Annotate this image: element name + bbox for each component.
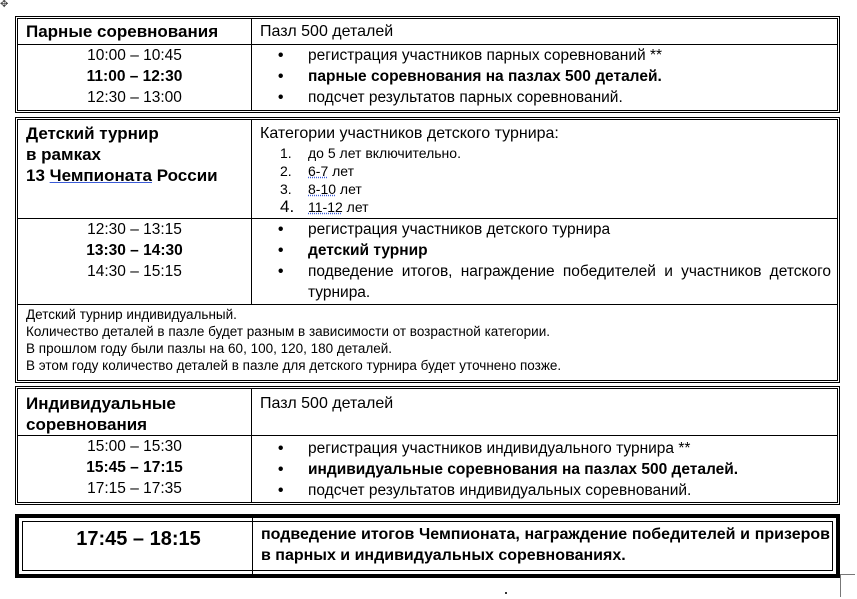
individual-time-registration: 15:00 – 15:30 xyxy=(87,438,182,455)
list-item: • подсчет результатов индивидуальных соревнований. xyxy=(252,480,831,501)
list-number: 1. xyxy=(280,145,292,161)
pair-competition-table xyxy=(15,16,840,113)
individual-time-competition: 15:45 – 17:15 xyxy=(86,459,183,476)
kids-title-line: в рамках xyxy=(26,145,102,164)
pair-subtitle: Пазл 500 деталей xyxy=(260,23,394,40)
category-text: лет xyxy=(342,199,369,215)
kids-categories-title: Категории участников детского турнира: xyxy=(260,125,559,142)
category-range: 6-7 xyxy=(308,163,329,179)
kids-title-part: 13 xyxy=(26,166,50,185)
category-range: 8-10 xyxy=(308,181,337,197)
pair-times xyxy=(18,45,252,110)
list-number: 3. xyxy=(280,181,292,197)
kids-notes xyxy=(18,305,837,380)
note-line: В прошлом году были пазлы на 60, 100, 120, 180 деталей. xyxy=(26,341,393,356)
individual-schedule-list xyxy=(252,438,831,501)
kids-categories-list xyxy=(252,144,831,216)
pair-time-competition: 11:00 – 12:30 xyxy=(86,68,183,85)
list-number: 4. xyxy=(280,197,295,216)
pair-schedule-list xyxy=(252,45,831,108)
category-range: 11-12 xyxy=(308,199,343,215)
kids-schedule-list xyxy=(252,219,831,303)
kids-title-line: Детский турнир xyxy=(26,124,159,143)
final-table xyxy=(15,514,840,578)
kids-time-registration: 12:30 – 13:15 xyxy=(87,221,182,238)
stray-dot xyxy=(505,592,507,594)
category-text: до 5 лет включительно. xyxy=(308,145,461,161)
list-item: • индивидуальные соревнования на пазлах 500 деталей. xyxy=(252,459,831,480)
pair-time-registration: 10:00 – 10:45 xyxy=(87,47,182,64)
list-item xyxy=(252,198,831,216)
kids-title xyxy=(18,120,252,218)
list-item: • детский турнир xyxy=(252,240,831,261)
individual-title-line: Индивидуальные xyxy=(26,394,176,413)
note-line: Детский турнир индивидуальный. xyxy=(26,307,237,322)
kids-time-tournament: 13:30 – 14:30 xyxy=(86,242,183,259)
page-corner-mark xyxy=(840,574,855,597)
list-item: • подсчет результатов парных соревнований. xyxy=(252,87,831,108)
pair-title: Парные соревнования xyxy=(18,19,252,44)
individual-title xyxy=(18,389,252,435)
list-item: • регистрация участников парных соревнований ** xyxy=(252,45,831,66)
kids-tournament-table xyxy=(15,117,840,383)
note-line: В этом году количество деталей в пазле для детского турнира будет уточнено позже. xyxy=(26,358,562,373)
table-move-handle-icon[interactable]: ✥ xyxy=(0,0,9,10)
note-line: Количество деталей в пазле будет разным в зависимости от возрастной категории. xyxy=(26,324,551,339)
final-time: 17:45 – 18:15 xyxy=(25,518,253,574)
list-number: 2. xyxy=(280,163,292,179)
list-item xyxy=(252,180,831,198)
pair-time-results: 12:30 – 13:00 xyxy=(87,89,182,106)
list-item: • регистрация участников индивидуального турнира ** xyxy=(252,438,831,459)
list-item: • регистрация участников детского турнира xyxy=(252,219,831,240)
individual-times xyxy=(18,436,252,502)
list-item: • парные соревнования на пазлах 500 деталей. xyxy=(252,66,831,87)
individual-title-line: соревнования xyxy=(26,415,148,434)
list-item xyxy=(252,162,831,180)
individual-subtitle: Пазл 500 деталей xyxy=(260,395,394,412)
kids-title-line xyxy=(26,165,251,186)
kids-title-part: России xyxy=(152,166,218,185)
individual-time-results: 17:15 – 17:35 xyxy=(87,480,182,497)
list-item: • подведение итогов, награждение победителей и участников детского турнира. xyxy=(252,261,831,303)
final-text: подведение итогов Чемпионата, награждение победителей и призеров в парных и индивидуальных соревнованиях. xyxy=(261,526,830,564)
list-item xyxy=(252,144,831,162)
kids-title-part: Чемпионата xyxy=(49,166,152,185)
kids-times xyxy=(18,219,252,304)
category-text: лет xyxy=(336,181,362,197)
category-text: лет xyxy=(328,163,355,179)
individual-competition-table xyxy=(15,386,840,505)
kids-time-awards: 14:30 – 15:15 xyxy=(87,263,182,280)
